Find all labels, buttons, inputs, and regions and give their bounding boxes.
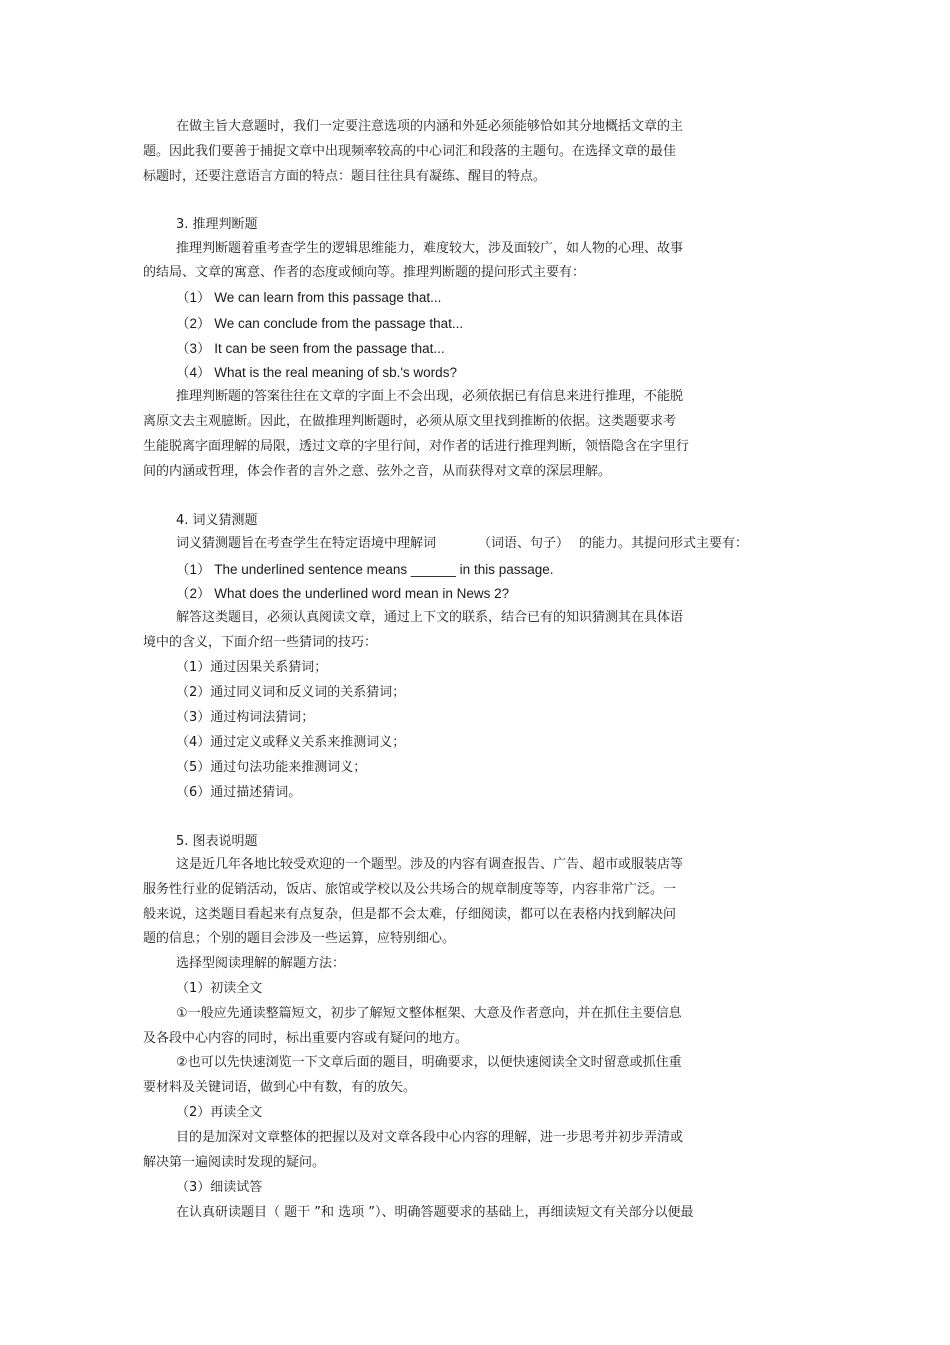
intro-line-2: 题。因此我们要善于捕捉文章中出现频率较高的中心词汇和段落的主题句。在选择文章的最佳 xyxy=(143,144,677,159)
section-5-desc-line-1: 这是近几年各地比较受欢迎的一个题型。涉及的内容有调查报告、广告、超市或服装店等 xyxy=(176,857,684,872)
section-5-desc-line-3: 般来说，这类题目看起来有点复杂，但是都不会太难，仔细阅读，都可以在表格内找到解决问 xyxy=(143,907,677,922)
section-4-tip-5: （5）通过句法功能来推测词义； xyxy=(176,760,367,775)
section-3-note-line-4: 间的内涵或哲理，体会作者的言外之意、弦外之音，从而获得对文章的深层理解。 xyxy=(143,464,612,479)
section-3-question-2: （2） We can conclude from the passage that... xyxy=(176,316,464,331)
section-4-note-line-1: 解答这类题目，必须认真阅读文章，通过上下文的联系，结合已有的知识猜测其在具体语 xyxy=(176,610,684,625)
methods-step-1-p2-line-1: ②也可以先快速浏览一下文章后面的题目，明确要求，以便快速阅读全文时留意或抓住重 xyxy=(176,1055,682,1070)
intro-line-1: 在做主旨大意题时，我们一定要注意选项的内涵和外延必须能够恰如其分地概括文章的主 xyxy=(176,119,684,134)
section-4-desc-part-a: 词义猜测题旨在考查学生在特定语境中理解词 xyxy=(176,536,437,551)
section-3-question-4: （4） What is the real meaning of sb.'s words? xyxy=(176,365,457,380)
methods-step-2-line-2: 解决第一遍阅读时发现的疑问。 xyxy=(143,1155,326,1170)
section-4-note-line-2: 境中的含义，下面介绍一些猜词的技巧： xyxy=(143,635,378,650)
methods-step-2-line-1: 目的是加深对文章整体的把握以及对文章各段中心内容的理解，进一步思考并初步弄清或 xyxy=(176,1130,684,1145)
methods-step-1-title: （1）初读全文 xyxy=(176,981,263,996)
section-4-question-2: （2） What does the underlined word mean in News 2? xyxy=(176,586,510,601)
methods-step-1-p1-line-2: 及各段中心内容的同时，标出重要内容或有疑问的地方。 xyxy=(143,1031,469,1046)
section-4-desc-line-1 xyxy=(176,535,748,553)
section-3-question-1: （1） We can learn from this passage that... xyxy=(176,290,442,305)
section-4-tip-6: （6）通过描述猜词。 xyxy=(176,785,302,800)
section-3-question-3: （3） It can be seen from the passage that... xyxy=(176,341,445,356)
methods-step-1-p1-line-1: ①一般应先通读整篇短文，初步了解短文整体框架、大意及作者意向，并在抓住主要信息 xyxy=(176,1006,682,1021)
section-3-desc-line-1: 推理判断题着重考查学生的逻辑思维能力，难度较大，涉及面较广，如人物的心理、故事 xyxy=(176,241,684,256)
section-4-tip-2: （2）通过同义词和反义词的关系猜词； xyxy=(176,685,406,700)
section-5-desc-line-4: 题的信息；个别的题目会涉及一些运算，应特别细心。 xyxy=(143,931,456,946)
section-3-heading: 3. 推理判断题 xyxy=(176,217,258,232)
section-4-tip-1: （1）通过因果关系猜词； xyxy=(176,660,328,675)
section-3-note-line-2: 离原文去主观臆断。因此，在做推理判断题时，必须从原文里找到推断的依据。这类题要求考 xyxy=(143,414,677,429)
section-3-desc-line-2: 的结局、文章的寓意、作者的态度或倾向等。推理判断题的提问形式主要有： xyxy=(143,265,586,280)
methods-step-3-title: （3）细读试答 xyxy=(176,1180,263,1195)
section-4-tip-3: （3）通过构词法猜词； xyxy=(176,710,315,725)
section-3-note-line-1: 推理判断题的答案往往在文章的字面上不会出现，必须依据已有信息来进行推理，不能脱 xyxy=(176,389,684,404)
section-5-heading: 5. 图表说明题 xyxy=(176,834,258,849)
section-4-desc-part-b: （词语、句子） xyxy=(478,536,570,551)
methods-title: 选择型阅读理解的解题方法： xyxy=(176,956,346,971)
methods-step-2-title: （2）再读全文 xyxy=(176,1105,263,1120)
intro-line-3: 标题时，还要注意语言方面的特点：题目往往具有凝练、醒目的特点。 xyxy=(143,169,547,184)
section-4-heading: 4. 词义猜测题 xyxy=(176,513,258,528)
methods-step-3-line-1: 在认真研读题目（ 题干 ”和 选项 ”）、明确答题要求的基础上，再细读短文有关部分以便最 xyxy=(176,1205,694,1220)
methods-step-1-p2-line-2: 要材料及关键词语，做到心中有数，有的放矢。 xyxy=(143,1080,417,1095)
section-5-desc-line-2: 服务性行业的促销活动，饭店、旅馆或学校以及公共场合的规章制度等等，内容非常广泛。一 xyxy=(143,882,677,897)
section-4-question-1: （1） The underlined sentence means ______ in this passage. xyxy=(176,562,554,577)
section-4-tip-4: （4）通过定义或释义关系来推测词义； xyxy=(176,735,406,750)
section-3-note-line-3: 生能脱离字面理解的局限，透过文章的字里行间，对作者的话进行推理判断，领悟隐含在字里行 xyxy=(143,439,690,454)
section-4-desc-part-c: 的能力。其提问形式主要有： xyxy=(579,536,749,551)
